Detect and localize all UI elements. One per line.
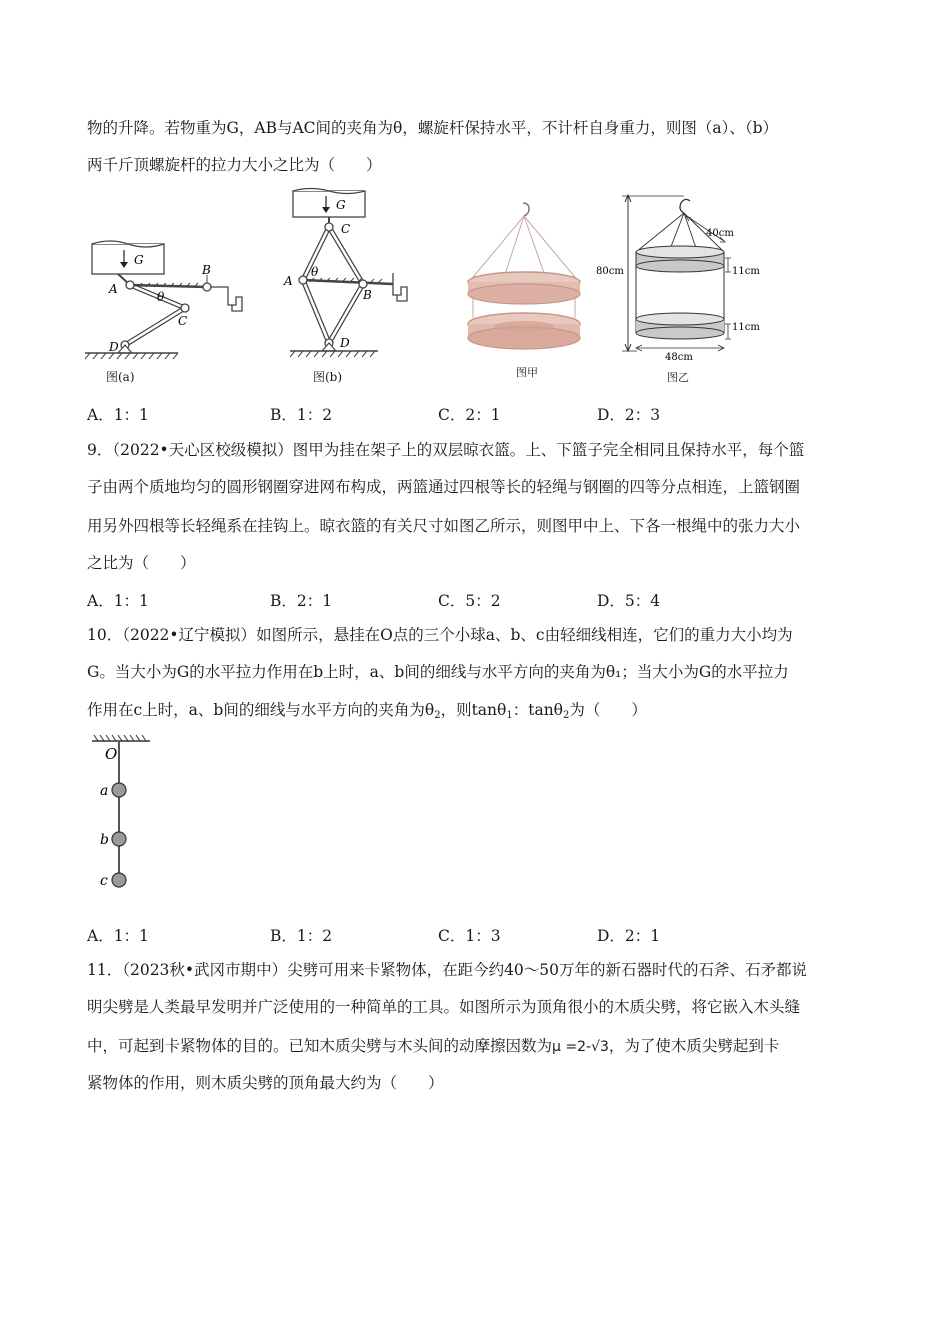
q9-options xyxy=(87,589,867,609)
dim-rope: 40cm xyxy=(706,228,734,239)
figure-a-caption: 图(a) xyxy=(106,370,135,384)
q10-text-line-3: 作用在c上时，a、b间的细线与水平方向的夹角为$\theta_2$，则tanθ$_1$：tanθ$_2$为（ ） xyxy=(87,701,647,721)
q10-option-a[interactable]: A．1：1 xyxy=(87,927,149,945)
label-c: C xyxy=(178,314,188,328)
q10-text-line-1: 10．（2022•辽宁模拟）如图所示，悬挂在O点的三个小球a、b、c由轻细线相连，它们的重力大小均为 xyxy=(87,626,793,644)
q8-text-line-1: 物的升降。若物重为G，AB与AC间的夹角为θ，螺旋杆保持水平，不计杆自身重力，则图（a）、（b） xyxy=(87,119,779,137)
q9-text-line-3: 用另外四根等长轻绳系在挂钩上。晾衣篮的有关尺寸如图乙所示，则图甲中上、下各一根绳中的张力大小 xyxy=(87,517,801,535)
basket-dimension-diagram xyxy=(592,190,772,370)
q9-text-line-4: 之比为（ ） xyxy=(87,554,196,572)
q9-option-b[interactable]: B．2：1 xyxy=(270,592,333,610)
q11-text-line-4: 紧物体的作用，则木质尖劈的顶角最大约为（ ） xyxy=(87,1074,444,1092)
label-theta: θ xyxy=(311,265,319,279)
jack-figure-b xyxy=(278,183,418,368)
label-c: C xyxy=(341,222,351,236)
basket-photo xyxy=(455,200,595,360)
dim-width: 48cm xyxy=(665,352,693,363)
q10-text-line-2: G。当大小为G的水平拉力作用在b上时，a、b间的细线与水平方向的夹角为θ₁；当大小为G的水平拉力 xyxy=(87,663,789,681)
label-theta: θ xyxy=(157,290,165,304)
label-b: b xyxy=(100,832,109,848)
label-o: O xyxy=(105,745,118,763)
q8-option-b[interactable]: B．1：2 xyxy=(270,406,333,424)
jack-figure-a xyxy=(80,235,250,390)
dim-height: 80cm xyxy=(596,266,624,277)
hanging-balls-figure xyxy=(88,733,168,893)
label-a: A xyxy=(284,274,293,288)
q9-text-line-2: 子由两个质地均匀的圆形钢圈穿进网布构成，两篮通过四根等长的轻绳与钢圈的四等分点相连，上篮钢圈 xyxy=(87,478,801,496)
figure-jia-caption: 图甲 xyxy=(516,366,538,379)
q10-option-b[interactable]: B．1：2 xyxy=(270,927,333,945)
dim-gap-lower: 11cm xyxy=(732,322,760,333)
q8-options xyxy=(87,403,867,423)
label-g: G xyxy=(336,198,346,212)
q9-option-c[interactable]: C．5：2 xyxy=(438,592,501,610)
q9-option-d[interactable]: D．5：4 xyxy=(597,592,661,610)
q11-text-line-3: 中，可起到卡紧物体的目的。已知木质尖劈与木头间的动摩擦因数为μ =2-√3，为了使木质尖劈起到卡 xyxy=(87,1037,780,1055)
figure-b-caption: 图(b) xyxy=(313,370,343,384)
q8-option-a[interactable]: A．1：1 xyxy=(87,406,149,424)
label-a: A xyxy=(109,282,118,296)
q9-text-line-1: 9．（2022•天心区校级模拟）图甲为挂在架子上的双层晾衣篮。上、下篮子完全相同且保持水平，每个篮 xyxy=(87,441,805,459)
q10-option-c[interactable]: C．1：3 xyxy=(438,927,501,945)
q10-option-d[interactable]: D．2：1 xyxy=(597,927,661,945)
q8-option-d[interactable]: D．2：3 xyxy=(597,406,661,424)
q11-text-line-2: 明尖劈是人类最早发明并广泛使用的一种简单的工具。如图所示为顶角很小的木质尖劈，将它嵌入木头缝 xyxy=(87,998,801,1016)
q8-text-line-2: 两千斤顶螺旋杆的拉力大小之比为（ ） xyxy=(87,156,382,174)
label-d: D xyxy=(109,340,119,354)
label-g: G xyxy=(134,253,144,267)
label-a: a xyxy=(100,783,109,799)
q11-text-line-1: 11．（2023秋•武冈市期中）尖劈可用来卡紧物体，在距今约40～50万年的新石器时代的石斧、石矛都说 xyxy=(87,961,808,979)
label-c: c xyxy=(100,873,108,889)
figure-yi-caption: 图乙 xyxy=(667,371,689,384)
q9-option-a[interactable]: A．1：1 xyxy=(87,592,149,610)
q10-options xyxy=(87,924,867,944)
label-b: B xyxy=(363,288,372,302)
label-b: B xyxy=(202,263,211,277)
q8-option-c[interactable]: C．2：1 xyxy=(438,406,501,424)
dim-gap-upper: 11cm xyxy=(732,266,760,277)
label-d: D xyxy=(340,336,350,350)
friction-coefficient-formula: μ =2-√3 xyxy=(552,1039,609,1055)
